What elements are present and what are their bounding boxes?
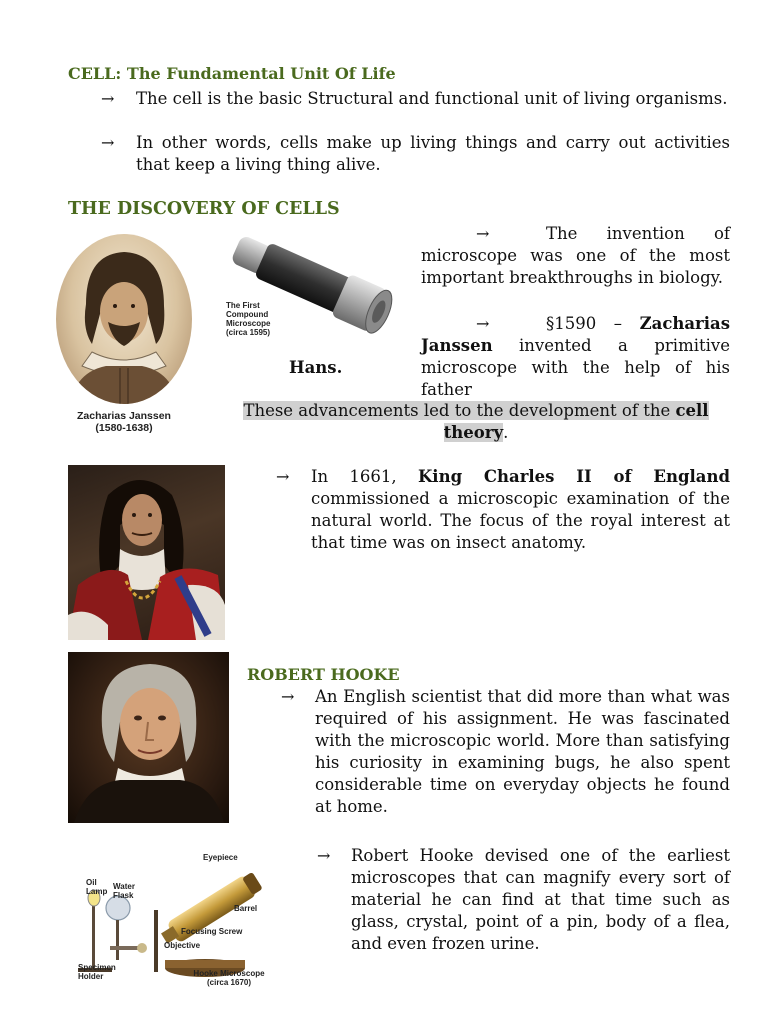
label-eyepiece: Eyepiece xyxy=(203,853,238,862)
label-oil-lamp: Oil Lamp xyxy=(86,878,108,896)
scope-label-line: The First xyxy=(226,301,260,310)
arrow-icon: → xyxy=(317,846,331,865)
hooke-caption-date: (circa 1670) xyxy=(206,978,252,987)
arrow-icon: → xyxy=(276,467,290,486)
arrow-icon: → xyxy=(101,133,115,152)
highlight-period: . xyxy=(503,423,509,442)
label-specimen-holder: Specimen Holder xyxy=(78,963,116,981)
scope-label-line: Microscope xyxy=(226,319,271,328)
janssen-year: §1590 – xyxy=(546,314,640,333)
janssen-caption xyxy=(60,410,188,434)
janssen-portrait xyxy=(56,234,192,404)
arrow-icon: → xyxy=(476,314,490,333)
hooke-microscope-caption xyxy=(190,969,268,987)
arrow-icon: → xyxy=(281,687,295,706)
section-title-discovery: THE DISCOVERY OF CELLS xyxy=(68,199,340,219)
janssen-name: Zacharias Janssen xyxy=(421,314,730,355)
label-water-flask: Water Flask xyxy=(113,882,135,900)
hooke-paragraph-1: An English scientist that did more than what was required of his assignment. He was fascinated with the microscopic world. More than satisfying his curiosity in examining bugs, he also spent considerable time on everyday objects he found at home. xyxy=(315,687,730,816)
hooke-paragraph-2: Robert Hooke devised one of the earliest microscopes that can magnify every sort of material he can find at that time such as glass, crystal, point of a pin, body of a flea, and even frozen urine. xyxy=(351,846,730,953)
label-barrel: Barrel xyxy=(234,904,258,913)
king-name: King Charles II of England xyxy=(417,467,730,486)
scope-label-line: (circa 1595) xyxy=(226,328,271,337)
king-desc: commissioned a microscopic examination of the natural world. The focus of the royal interest at that time was on insect anatomy. xyxy=(311,489,730,552)
label-focusing-screw: Focusing Screw xyxy=(181,927,243,936)
father-name: Hans. xyxy=(289,358,343,377)
janssen-portrait-drawing xyxy=(56,234,192,404)
king-charles-drawing xyxy=(68,465,225,640)
highlight-text: These advancements led to the development of the xyxy=(243,401,676,420)
label-objective: Objective xyxy=(164,941,201,950)
first-microscope-label xyxy=(226,301,270,337)
arrow-icon: → xyxy=(476,224,490,243)
janssen-caption-dates: (1580-1638) xyxy=(95,422,153,434)
section-title-hooke: ROBERT HOOKE xyxy=(247,665,400,684)
hooke-caption-name: Hooke Microscope xyxy=(193,969,265,978)
king-charles-portrait xyxy=(68,465,225,640)
janssen-desc: invented a primitive microscope with the help of his father xyxy=(421,336,730,399)
king-year: In 1661, xyxy=(311,467,418,486)
cell-theory-highlight xyxy=(230,400,722,444)
robert-hooke-portrait xyxy=(68,652,229,823)
arrow-icon: → xyxy=(101,89,115,108)
bullet-cell-living: In other words, cells make up living things and carry out activities that keep a living thing alive. xyxy=(136,133,730,174)
robert-hooke-drawing xyxy=(68,652,229,823)
cell-theory-term: cell theory xyxy=(443,401,709,442)
king-charles-paragraph xyxy=(311,466,730,554)
section-title-cell: CELL: The Fundamental Unit Of Life xyxy=(68,64,396,83)
bullet-cell-definition: The cell is the basic Structural and functional unit of living organisms. xyxy=(136,89,728,108)
invention-paragraph: The invention of microscope was one of the most important breakthroughs in biology. xyxy=(421,224,730,287)
scope-label-line: Compound xyxy=(226,310,269,319)
janssen-caption-name: Zacharias Janssen xyxy=(77,410,171,422)
janssen-father-line xyxy=(289,357,730,379)
